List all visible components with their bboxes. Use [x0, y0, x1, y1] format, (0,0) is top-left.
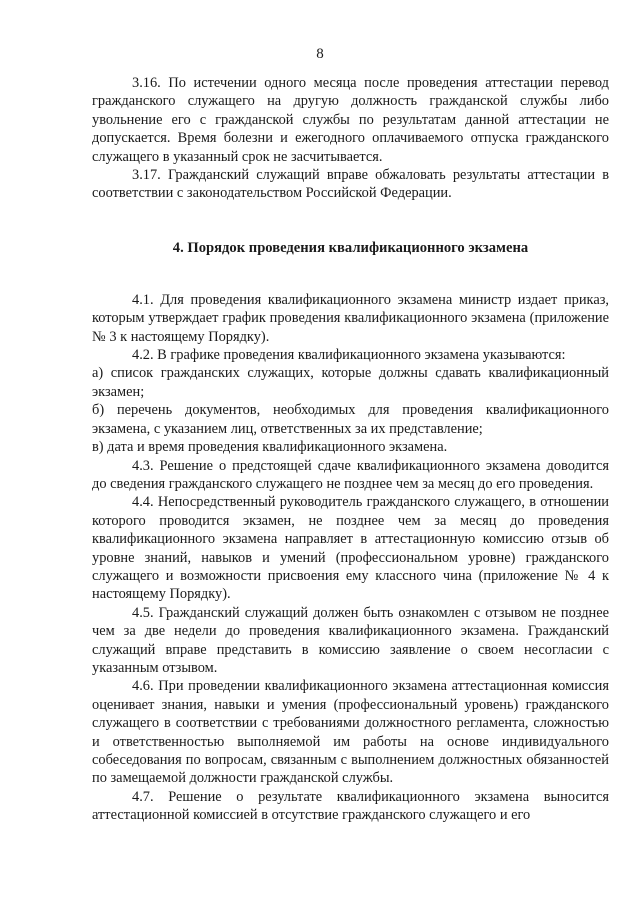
paragraph-4-7: 4.7. Решение о результате квалификационного экзамена выносится аттестационной комиссией в отсутствие гражданского служащего и его: [92, 788, 609, 824]
paragraph-4-6: 4.6. При проведении квалификационного экзамена аттестационная комиссия оценивает знания, навыки и умения (профессиональный уровень) гражданского служащего в соответствии с требованиями должностного регламента, сложностью и ответственностью выполняемой им работы на основе индивидуального собеседования по вопросам, связанным с выполнением должностных обязанностей по замещаемой должности гражданской службы.: [92, 678, 609, 787]
document-body: [92, 74, 609, 825]
page-number: 8: [316, 46, 324, 62]
paragraph-4-1: 4.1. Для проведения квалификационного экзамена министр издает приказ, которым утверждает график проведения квалификационного экзамена (приложение № 3 к настоящему Порядку).: [92, 291, 609, 345]
paragraph-4-5: 4.5. Гражданский служащий должен быть ознакомлен с отзывом не позднее чем за две недели до проведения квалификационного экзамена. Гражданский служащий вправе представить в комиссию заявление о своем несогласии с указанным отзывом.: [92, 604, 609, 676]
paragraph-4-3: 4.3. Решение о предстоящей сдаче квалификационного экзамена доводится до сведения гражданского служащего не позднее чем за месяц до его проведения.: [92, 457, 609, 492]
paragraph-3-16: 3.16. По истечении одного месяца после проведения аттестации перевод гражданского служащего на другую должность гражданской службы либо увольнение его с гражданской службы по результатам данной аттестации не допускается. Время болезни и ежегодного оплачиваемого отпуска гражданского служащего в указанный срок не засчитывается.: [92, 75, 609, 165]
paragraph-4-2: 4.2. В графике проведения квалификационного экзамена указываются:: [132, 347, 566, 364]
paragraph-4-4: 4.4. Непосредственный руководитель гражданского служащего, в отношении которого проводится экзамен, не позднее чем за месяц до проведения квалификационного экзамена направляет в аттестационную комиссию отзыв об уровне знаний, навыков и умений (профессиональном уровне) гражданского служащего и возможности присвоения ему классного чина (приложение № 4 к настоящему Порядку).: [92, 494, 609, 603]
paragraph-3-17: 3.17. Гражданский служащий вправе обжаловать результаты аттестации в соответствии с законодательством Российской Федерации.: [92, 167, 609, 202]
list-item-b: б) перечень документов, необходимых для проведения квалификационного экзамена, с указанием лиц, ответственных за их представление;: [92, 402, 609, 437]
list-item-v: в) дата и время проведения квалификационного экзамена.: [92, 439, 448, 456]
section-heading-4: 4. Порядок проведения квалификационного экзамена: [172, 239, 529, 256]
list-item-a: а) список гражданских служащих, которые должны сдавать квалификационный экзамен;: [92, 365, 609, 400]
